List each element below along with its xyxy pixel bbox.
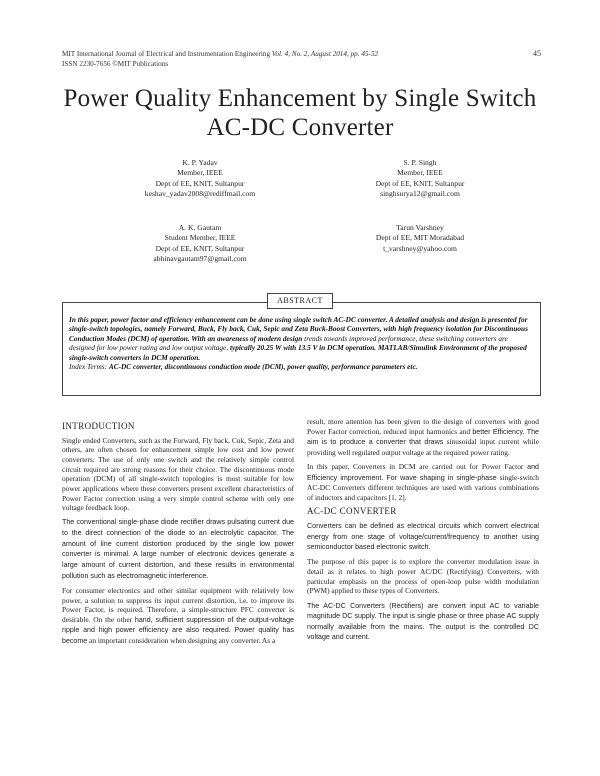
author-name: K. P. Yadav (182, 158, 218, 167)
paragraph-a: result, more attention has been given to the design of converters with good Power Factor correction, reduced input harmonics and (307, 417, 539, 436)
right-column (307, 417, 539, 648)
paragraph-lead: The conventional single-phase diode rectifier draws pulsating (62, 518, 256, 527)
author-dept: Dept of EE, KNIT, Sultanpur (375, 178, 465, 188)
author-block (330, 158, 510, 199)
index-terms: AC-DC converter, discontinuous conduction mode (DCM), power quality, performance parameters etc. (108, 362, 418, 372)
abstract-text (69, 315, 531, 371)
paragraph-a: The AC-DC Converters (Rectifiers) are convert input AC to (307, 601, 510, 610)
author-block (110, 223, 290, 264)
paragraph-a: In this paper, Converters in DCM are carried out for Power Factor (307, 462, 524, 472)
paragraph-b: hand, sufficient suppression of the output-voltage ripple and high power efficiency are also required. Power quality has become (62, 615, 294, 646)
paragraph-b: better Efficiency. The aim is to produce a converter that draws (307, 427, 539, 447)
author-dept: Dept of EE, KNIT, Sultanpur (155, 178, 245, 188)
author-name: S. P. Singh (403, 158, 437, 167)
author-role: Student Member, IEEE (164, 233, 236, 243)
paragraph: Single ended Converters, such as the Forward, Fly back, Cuk, Sepic, Zeta and others, are often chosen for enhancement simple low cost and low power converters. The use of only one switch and the relatively simple control circuit required are strong reasons for their choice. The discontinuous mode operation (DCM) of all single-switch topologies is most suitable for low power applications where these converters present excellent characteristics of Power Factor correction using a very simple control scheme with only one voltage feedback loop. (62, 435, 294, 513)
abstract-part-1: In this paper, power factor and efficiency enhancement can be done using single switch AC-DC converter. A detailed analysis and design is presented for single-switch topologies, namely Forward, Buck, Fly back, Cuk, Sepic and Zeta Buck-Boost Converters, with high frequency isolation for Discontinuous Conduction Modes (DCM) of operation. With an awareness of modern design (69, 315, 528, 343)
paragraph-b: electrical energy from one stage of voltage/current/frequency to another using semiconductor based electronic switch. (307, 521, 539, 552)
paragraph (307, 417, 539, 458)
paragraph (307, 462, 539, 503)
paragraph-c: sinusoidal input current while providing well regulated output voltage at the required power rating. (307, 437, 539, 457)
index-terms-label: Index Terms: (69, 362, 108, 372)
paragraph (307, 601, 539, 644)
paragraph-rest: current due to the direct connection of the diode to an electrolytic capacitor. The amount of line current distortion produced by the single low power converter is minimal. A large number of electronic devices generate a large amount of current distortion, and these results in environmental pollution such as electromagnetic interference. (62, 518, 294, 580)
author-block (110, 158, 290, 199)
paragraph-a: For consumer electronics and other similar equipment with relatively low power, a solution to suppress its input current distortion, i.e. to improve its Power Factor, is required. Therefore, a simple-structure PFC converter is desirable. On the other (62, 585, 294, 624)
title-line-2: AC-DC Converter (206, 114, 394, 141)
paragraph (62, 517, 294, 581)
journal-name: MIT International Journal of Electrical and Instrumentation Engineering (62, 50, 271, 58)
section-heading: AC-DC CONVERTER (307, 506, 397, 517)
author-role: Member, IEEE (177, 168, 223, 178)
left-column (62, 420, 294, 651)
author-name: A. K. Gautam (178, 223, 222, 232)
author-name: Tarun Varshney (396, 223, 444, 232)
page-number: 45 (533, 49, 541, 58)
author-email[interactable]: t_varshney@yahoo.com (383, 243, 457, 253)
author-block (330, 223, 510, 254)
paper-title (0, 84, 600, 142)
paragraph-c: single-switch AC-DC Converters different techniques are used with various combinations of inductors and capacitors [1, 2]. (307, 472, 539, 503)
author-email[interactable]: keshav_yadav2008@rediffmail.com (144, 188, 256, 198)
running-header (62, 49, 378, 69)
author-dept: Dept of EE, KNIT, Sultanpur (155, 243, 245, 253)
title-line-1: Power Quality Enhancement by Single Switch (63, 85, 537, 112)
paragraph-c: an important consideration when designing any converter. As a (89, 636, 276, 646)
author-email[interactable]: abhinavgautam97@gmail.com (153, 253, 247, 263)
abstract-label: ABSTRACT (267, 293, 333, 309)
paragraph (62, 586, 294, 647)
section-heading: INTRODUCTION (62, 421, 135, 431)
abstract-part-2: trends towards improved performance, these switching converters are designed for low power rating and low output voltage, (69, 333, 508, 353)
abstract-part-3: typically 20.25 W with 13.5 V in DCM operation. MATLAB/Simulink Environment of the proposed single-switch converters in DCM operation. (69, 343, 527, 362)
volume-info: Vol. 4, No. 2, August 2014, pp. 45-52 (271, 50, 379, 58)
author-dept: Dept of EE, MIT Moradabad (375, 233, 465, 243)
issn: ISSN 2230-7656 ©MIT Publications (62, 60, 169, 68)
author-email[interactable]: singhsurya12@gmail.com (380, 188, 460, 198)
paragraph-b: and Efficiency improvement. For wave shaping in single-phase (307, 463, 539, 482)
paragraph-b: variable magnitude DC supply. The input is single phase or three phase AC supply normally available from the mains. The output is the controlled DC voltage and current. (307, 601, 539, 642)
author-role: Member, IEEE (397, 168, 443, 178)
paragraph (307, 521, 539, 553)
paragraph: The purpose of this paper is to explore the converter modulation issue in detail as it relates to high power AC/DC (Rectifying) Converters, with particular emphasis on the process of open-loop pulse width modulation (PWM) applied to these types of Converters. (307, 557, 539, 596)
paragraph-a: Converters can be defined as electrical circuits which convert (307, 521, 509, 530)
